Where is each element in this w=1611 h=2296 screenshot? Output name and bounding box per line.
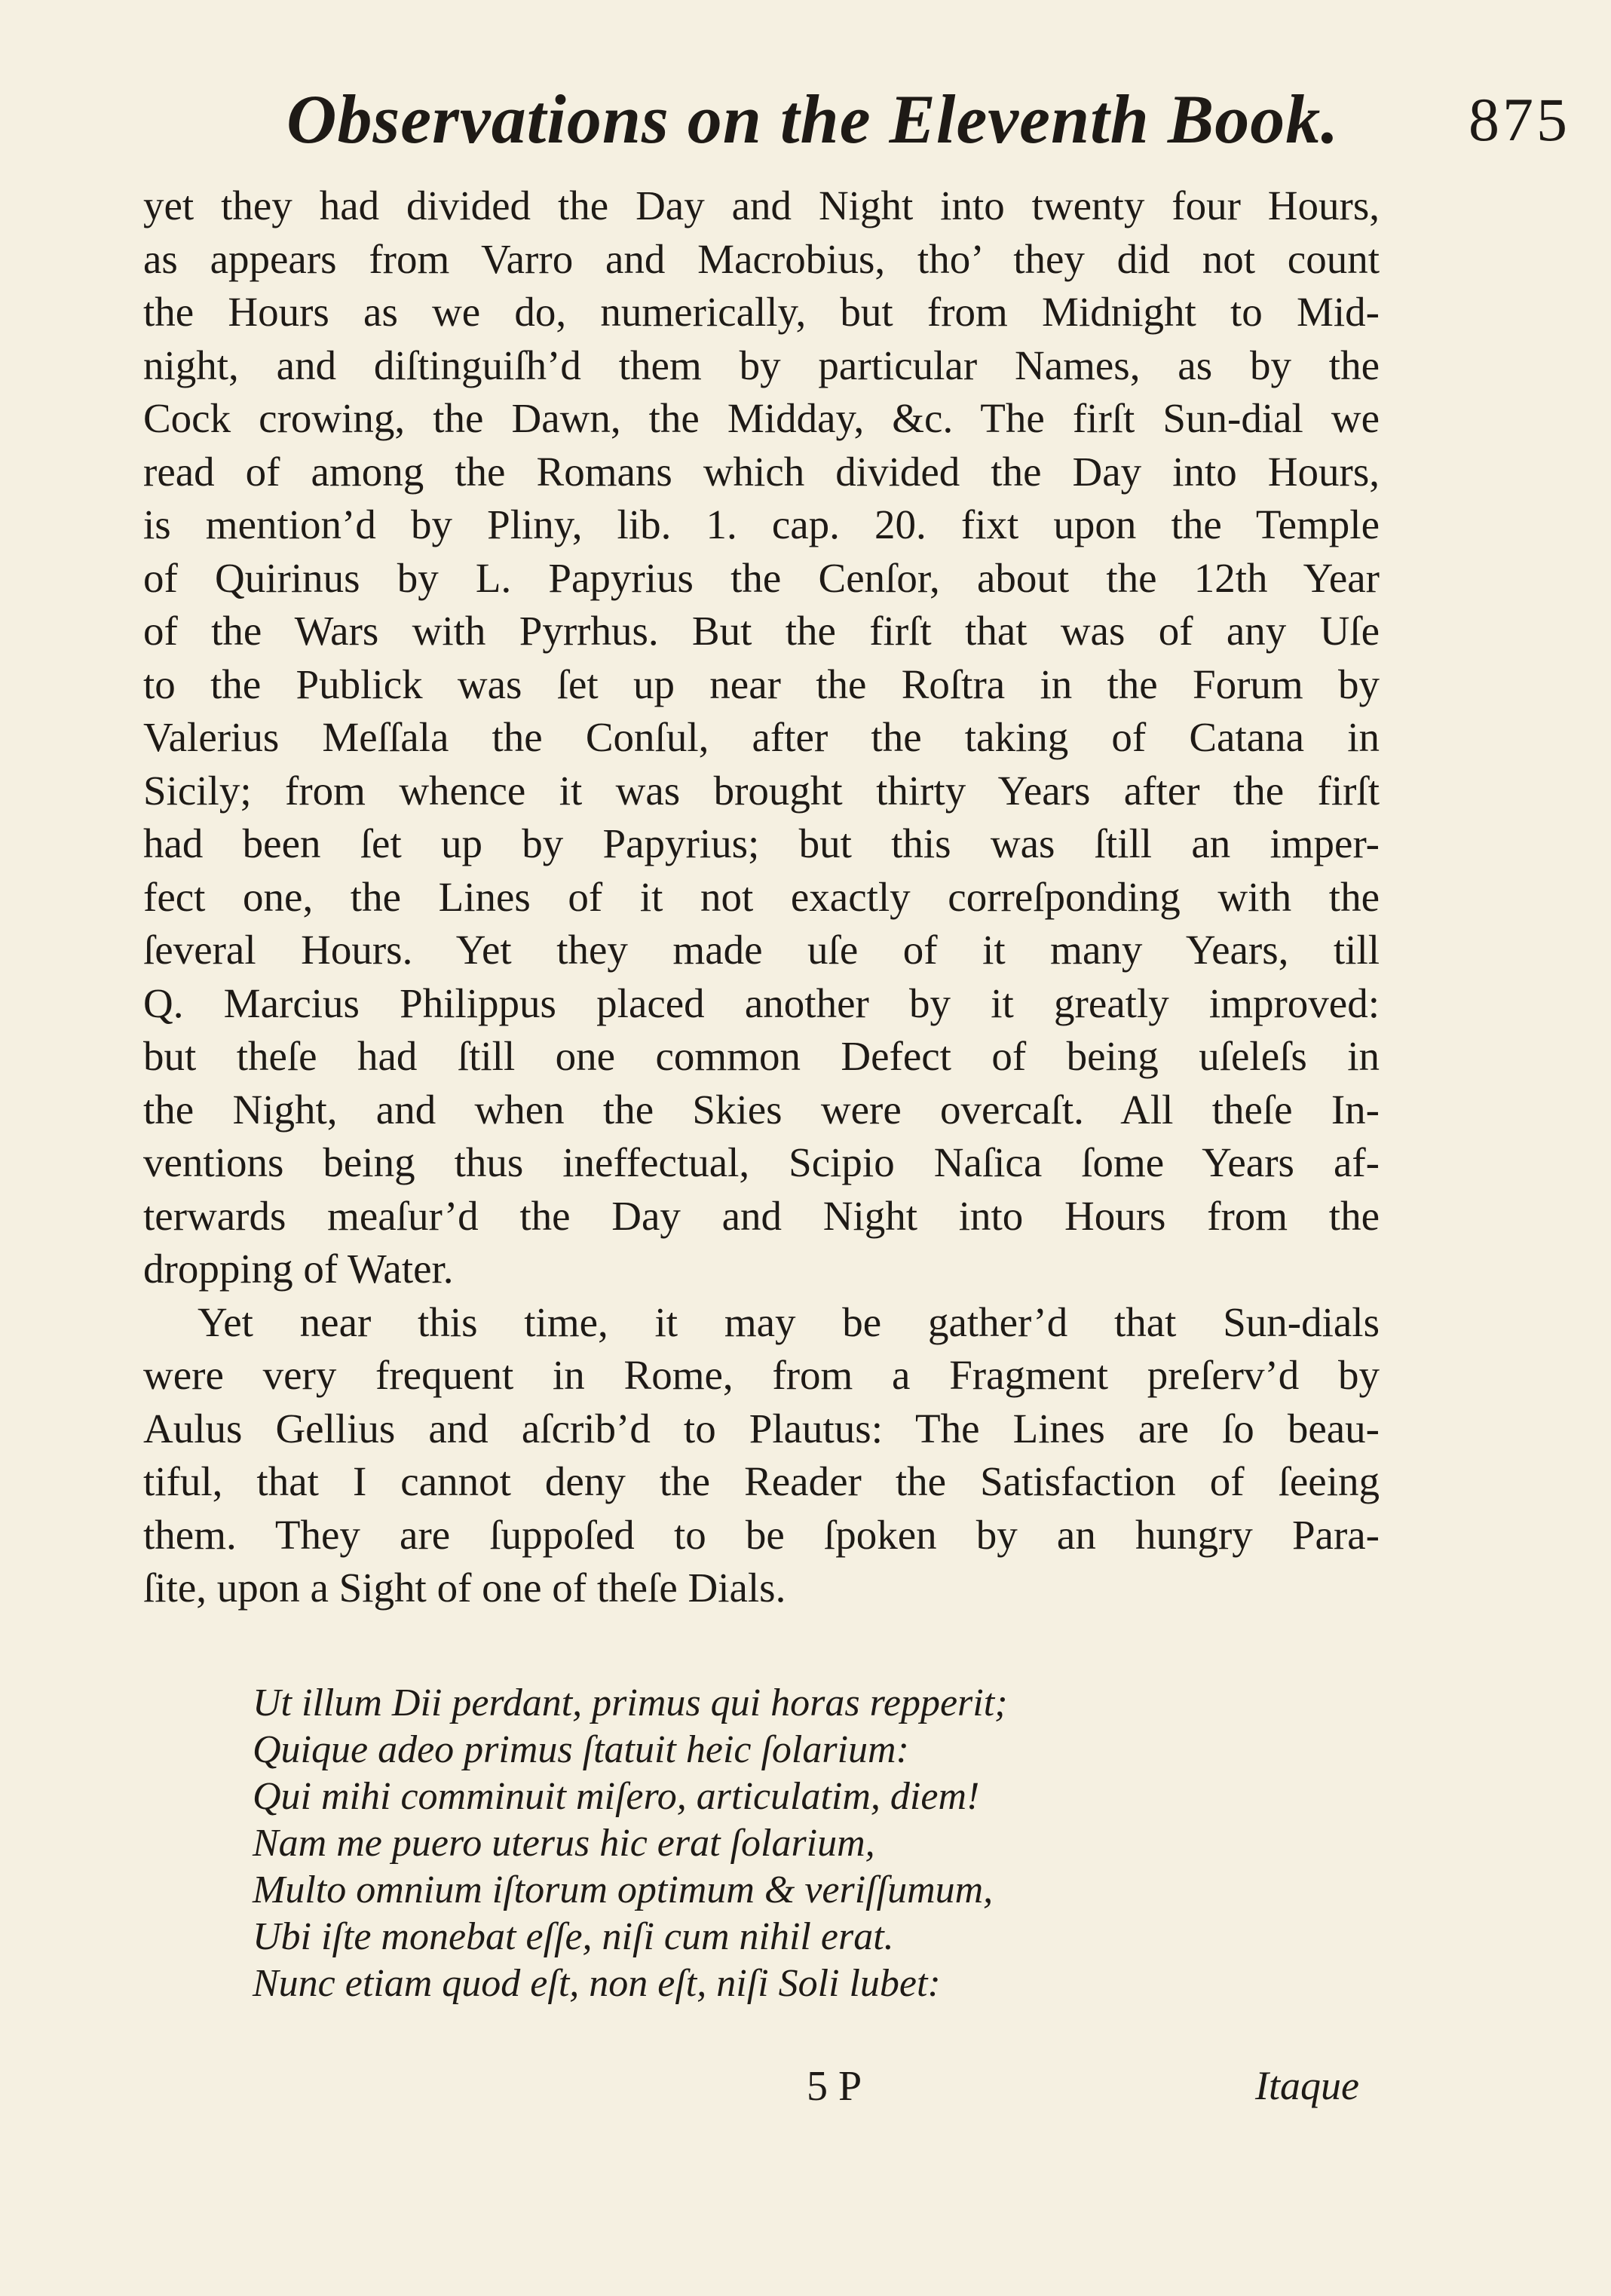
body-line: but theſe had ſtill one common Defect of being uſeleſs in: [143, 1033, 1380, 1079]
body-line: ſeveral Hours. Yet they made uſe of it many Years, till: [143, 927, 1380, 973]
body-line: Valerius Meſſala the Conſul, after the taking of Catana in: [143, 714, 1380, 760]
body-line: Yet near this time, it may be gather’d that Sun-dials: [198, 1298, 1380, 1345]
body-line: the Night, and when the Skies were overcaſt. All theſe In-: [143, 1086, 1380, 1133]
body-line: as appears from Varro and Macrobius, tho’ they did not count: [143, 235, 1380, 282]
verse-line: Multo omnium iſtorum optimum & veriſſumum,: [253, 1868, 994, 1911]
catchword: Itaque: [1255, 2063, 1359, 2108]
body-line: night, and diſtinguiſh’d them by particular Names, as by the: [143, 342, 1380, 388]
body-line: of the Wars with Pyrrhus. But the firſt that was of any Uſe: [143, 608, 1380, 654]
verse-line: Nunc etiam quod eſt, non eſt, niſi Soli lubet:: [253, 1962, 941, 2005]
verse-line: Ubi iſte monebat eſſe, niſi cum nihil erat.: [253, 1915, 894, 1958]
body-line: dropping of Water.: [143, 1246, 454, 1292]
body-line: to the Publick was ſet up near the Roſtra in the Forum by: [143, 661, 1380, 707]
body-line: had been ſet up by Papyrius; but this was ſtill an imper-: [143, 820, 1380, 866]
verse-line: Ut illum Dii perdant, primus qui horas repperit;: [253, 1681, 1008, 1724]
body-line: Aulus Gellius and aſcrib’d to Plautus: The Lines are ſo beau-: [143, 1405, 1380, 1451]
body-line: Sicily; from whence it was brought thirty Years after the firſt: [143, 767, 1380, 814]
body-line: ventions being thus ineffectual, Scipio Naſica ſome Years af-: [143, 1139, 1380, 1185]
body-line: of Quirinus by L. Papyrius the Cenſor, about the 12th Year: [143, 554, 1380, 601]
body-line: Q. Marcius Philippus placed another by it greatly improved:: [143, 979, 1380, 1026]
page-number: 875: [1469, 85, 1570, 154]
verse-line: Nam me puero uterus hic erat ſolarium,: [253, 1822, 875, 1865]
body-text: [143, 179, 1380, 1615]
body-line: Cock crowing, the Dawn, the Midday, &c. The firſt Sun-dial we: [143, 395, 1380, 441]
body-line: tiful, that I cannot deny the Reader the Satisfaction of ſeeing: [143, 1458, 1380, 1504]
body-line: them. They are ſuppoſed to be ſpoken by an hungry Para-: [143, 1511, 1380, 1558]
verse-quotation: [253, 1680, 1383, 2007]
body-line: yet they had divided the Day and Night into twenty four Hours,: [143, 182, 1380, 228]
page-footer: [0, 2062, 1611, 2123]
verse-line: Qui mihi comminuit miſero, articulatim, diem!: [253, 1775, 980, 1818]
body-line: ſite, upon a Sight of one of theſe Dials.: [143, 1565, 786, 1611]
body-line: were very frequent in Rome, from a Fragment preſerv’d by: [143, 1352, 1380, 1398]
body-line: fect one, the Lines of it not exactly correſponding with the: [143, 873, 1380, 920]
body-line: read of among the Romans which divided the Day into Hours,: [143, 448, 1380, 495]
body-line: the Hours as we do, numerically, but from Midnight to Mid-: [143, 289, 1380, 335]
running-title: Observations on the Eleventh Book.: [286, 81, 1340, 158]
body-line: is mention’d by Pliny, lib. 1. cap. 20. fixt upon the Temple: [143, 501, 1380, 547]
verse-line: Quique adeo primus ſtatuit heic ſolarium:: [253, 1728, 909, 1771]
signature-mark: 5 P: [807, 2063, 862, 2110]
body-line: terwards meaſur’d the Day and Night into Hours from the: [143, 1192, 1380, 1239]
